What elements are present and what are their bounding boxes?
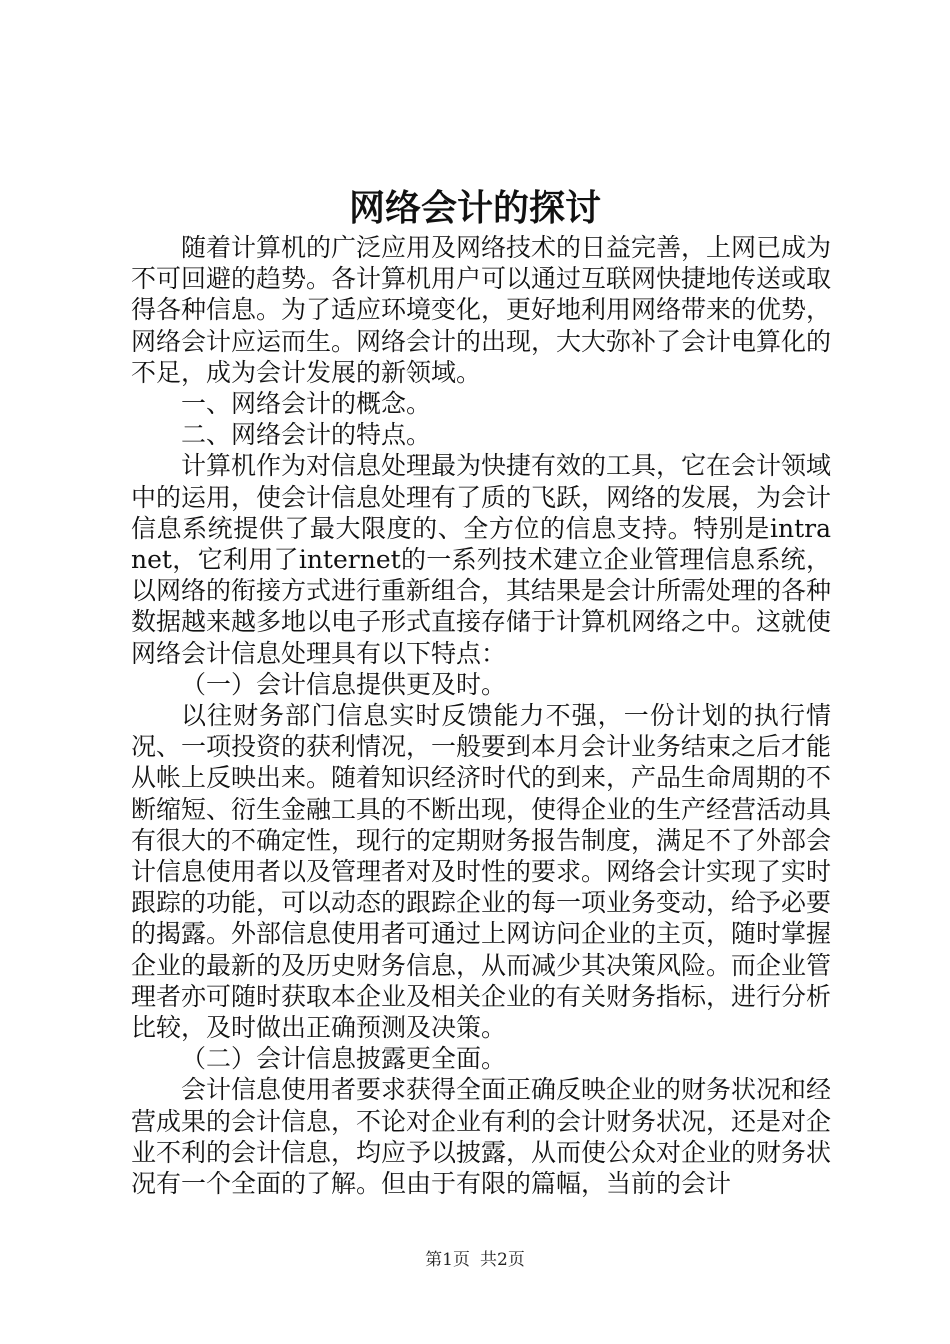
heading-features: 二、网络会计的特点。 <box>181 420 432 450</box>
paragraph-intro: 随着计算机的广泛应用及网络技术的日益完善，上网已成为不可回避的趋势。各计算机用户可以通过互联网快捷地传送或取得各种信息。为了适应环境变化，更好地利用网络带来的优势，网络会计应运而生。网络会计的出现，大大弥补了会计电算化的不足，成为会计发展的新领域。 <box>131 233 832 387</box>
document-body <box>131 232 831 1199</box>
page-total: 共2页 <box>480 1250 525 1270</box>
page-number: 第1页 <box>425 1250 470 1270</box>
paragraph-comprehensive: 会计信息使用者要求获得全面正确反映企业的财务状况和经营成果的会计信息，不论对企业有利的会计财务状况，还是对企业不利的会计信息，均应予以披露，从而使公众对企业的财务状况有一个全面的了解。但由于有限的篇幅，当前的会计 <box>131 1075 832 1199</box>
document-title: 网络会计的探讨 <box>348 187 601 229</box>
paragraph-timely: 以往财务部门信息实时反馈能力不强，一份计划的执行情况、一项投资的获利情况，一般要到本月会计业务结束之后才能从帐上反映出来。随着知识经济时代的到来，产品生命周期的不断缩短、衍生金融工具的不断出现，使得企业的生产经营活动具有很大的不确定性，现行的定期财务报告制度，满足不了外部会计信息使用者以及管理者对及时性的要求。网络会计实现了实时跟踪的功能，可以动态的跟踪企业的每一项业务变动，给予必要的揭露。外部信息使用者可通过上网访问企业的主页，随时掌握企业的最新的及历史财务信息，从而减少其决策风险。而企业管理者亦可随时获取本企业及相关企业的有关财务指标，进行分析比较，及时做出正确预测及决策。 <box>131 701 832 1043</box>
subheading-timely: （一）会计信息提供更及时。 <box>181 669 507 699</box>
paragraph-features: 计算机作为对信息处理最为快捷有效的工具，它在会计领域中的运用，使会计信息处理有了质的飞跃，网络的发展，为会计信息系统提供了最大限度的、全方位的信息支持。特别是intranet，它利用了internet的一系列技术建立企业管理信息系统，以网络的衔接方式进行重新组合，其结果是会计所需处理的各种数据越来越多地以电子形式直接存储于计算机网络之中。这就使网络会计信息处理具有以下特点： <box>131 451 832 668</box>
page-footer <box>0 1248 950 1272</box>
heading-concept: 一、网络会计的概念。 <box>181 389 432 419</box>
subheading-comprehensive: （二）会计信息披露更全面。 <box>181 1044 507 1074</box>
